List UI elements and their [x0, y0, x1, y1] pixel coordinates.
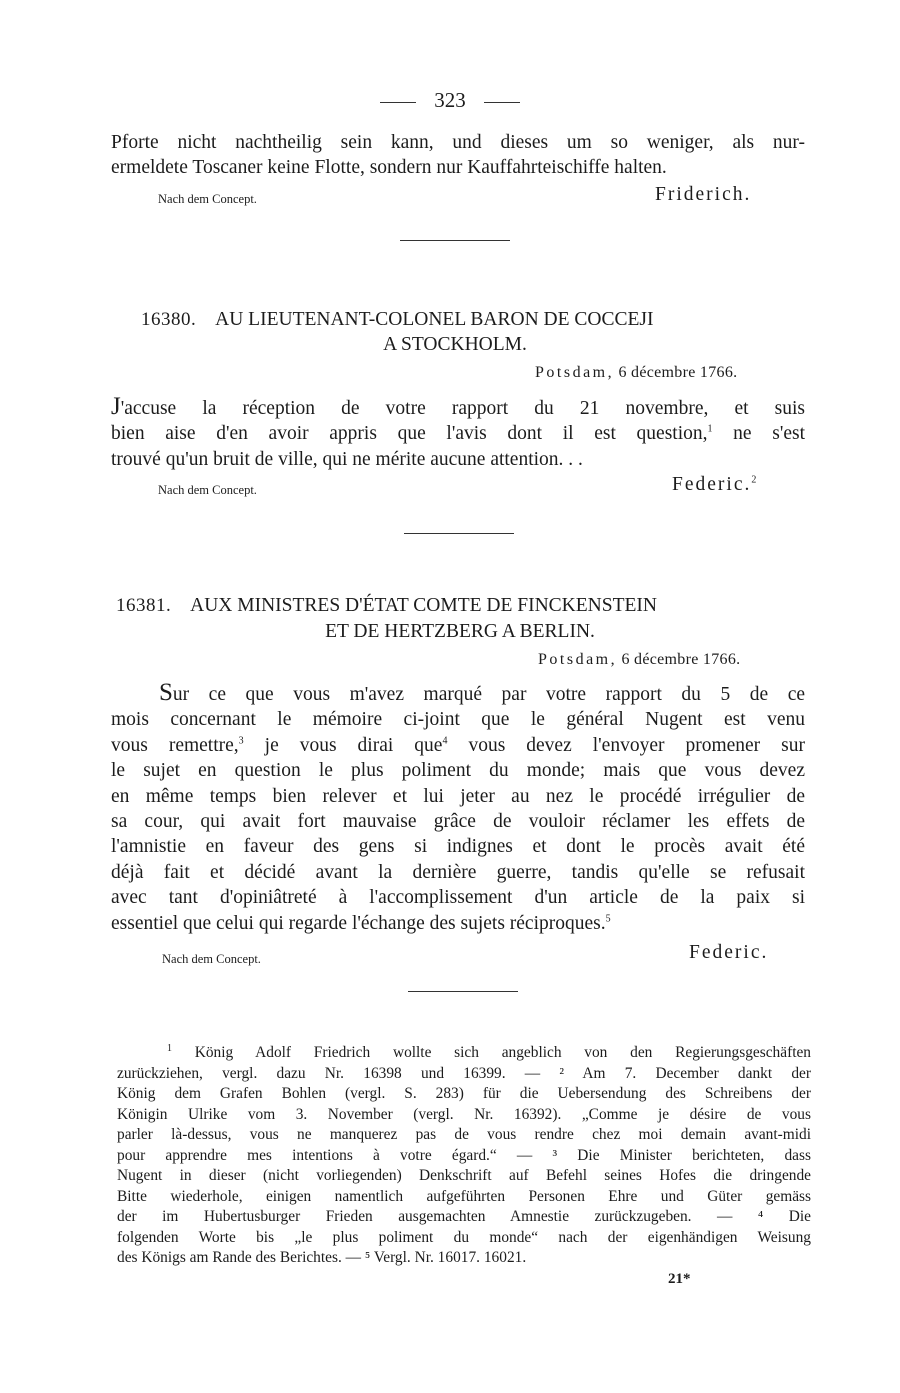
- letter-16381-source-note: Nach dem Concept.: [162, 952, 261, 966]
- initial-letter: S: [159, 679, 173, 706]
- separator-rule: [404, 533, 514, 534]
- letter-16380-signature: [672, 474, 758, 496]
- top-paragraph-line: Pforte nicht nachtheilig sein kann, und dieses um so weniger, als nur-: [111, 132, 805, 153]
- footnote-line: Bitte wiederhole, einigen namentlich aufgeführten Personen Ehre und Güter gemäss: [117, 1187, 811, 1205]
- body-line: mois concernant le mémoire ci-joint que le général Nugent est venu: [111, 709, 805, 731]
- top-paragraph: [111, 130, 805, 181]
- body-line: l'amnistie en faveur des gens si indignes et dont le procès avait été: [111, 836, 805, 858]
- letter-16381-dateline: [538, 651, 740, 669]
- footnote-ref: 1: [707, 423, 713, 435]
- footnote-ref: 3: [238, 735, 244, 747]
- body-line: avec tant d'opiniâtreté à l'accomplissement d'un article de la paix si: [111, 887, 805, 909]
- body-line: ne s'est: [712, 423, 805, 445]
- letter-16380-heading: [141, 307, 654, 332]
- signature-mark: 21*: [668, 1271, 691, 1287]
- place: Potsdam,: [535, 364, 615, 381]
- body-line: je vous dirai que: [243, 734, 443, 756]
- body-line: le sujet en question le plus poliment du monde; mais que vous devez: [111, 760, 805, 782]
- signature-text: Federic.: [672, 474, 752, 495]
- heading-line: AU LIEUTENANT-COLONEL BARON DE COCCEJI: [215, 309, 654, 330]
- body-line: vous remettre,: [111, 734, 239, 756]
- footnote-line: folgenden Worte bis „le plus poliment du monde“ nach der eigenhändigen Weisung: [117, 1228, 811, 1246]
- date: 6 décembre 1766.: [621, 651, 741, 668]
- footnote-line: Königin Ulrike vom 3. November (vergl. Nr. 16392). „Comme je désire de vous: [117, 1105, 811, 1123]
- footnote-line: König Adolf Friedrich wollte sich angeblich von den Regierungsgeschäften: [172, 1044, 811, 1061]
- footnote-line: Nugent in dieser (nicht vorliegenden) Denkschrift auf Befehl seines Hofes die dringende: [117, 1167, 811, 1184]
- footnote-mark: 1: [167, 1042, 172, 1054]
- footnote-line: parler là-dessus, vous ne manquerez pas de vous rendre chez moi demain avant-midi: [117, 1126, 811, 1143]
- body-line: déjà fait et décidé avant la dernière guerre, tandis qu'elle se refusait: [111, 861, 805, 883]
- footnote-line: pour apprendre mes intentions à votre égard.“ — ³ Die Minister berichteten, dass: [117, 1146, 811, 1164]
- letter-16381-heading: [116, 593, 657, 618]
- page-number-dash-left: [380, 102, 416, 103]
- initial-letter: J: [111, 393, 121, 420]
- top-paragraph-line: ermeldete Toscaner keine Flotte, sondern nur Kauffahrteischiffe halten.: [111, 157, 667, 179]
- letter-16380-heading-line2: A STOCKHOLM.: [383, 334, 527, 355]
- top-signature: Friderich.: [655, 184, 752, 205]
- footnote-line: König dem Grafen Bohlen (vergl. S. 283) für die Uebersendung des Schreibens der: [117, 1085, 811, 1102]
- footnote-ref: 2: [751, 474, 759, 486]
- page-number-text: 323: [434, 88, 466, 112]
- footnote-line: zurückziehen, vergl. dazu Nr. 16398 und 16399. — ² Am 7. December dankt der: [117, 1064, 811, 1082]
- footnotes: [117, 1043, 811, 1269]
- letter-16380-body: [111, 394, 805, 472]
- footnote-line: der im Hubertusburger Frieden ausgemachten Amnestie zurückzugeben. — ⁴ Die: [117, 1208, 811, 1225]
- heading-line: AUX MINISTRES D'ÉTAT COMTE DE FINCKENSTEIN: [190, 595, 658, 616]
- place: Potsdam,: [538, 651, 618, 668]
- letter-16380-dateline: [535, 364, 737, 382]
- letter-number: 16380.: [141, 309, 197, 330]
- footnote-line: des Königs am Rande des Berichtes. — ⁵ Vergl. Nr. 16017. 16021.: [117, 1249, 527, 1266]
- body-line: ur ce que vous m'avez marqué par votre rapport du 5 de ce: [172, 684, 805, 705]
- footnote-ref: 5: [605, 913, 611, 925]
- body-line: vous devez l'envoyer promener sur: [447, 734, 805, 756]
- letter-16381-heading-line2: ET DE HERTZBERG A BERLIN.: [325, 621, 595, 642]
- page-number-dash-right: [484, 102, 520, 103]
- body-line: bien aise d'en avoir appris que l'avis dont il est question,: [111, 423, 708, 445]
- letter-16380-source-note: Nach dem Concept.: [158, 483, 257, 497]
- body-line: sa cour, qui avait fort mauvaise grâce de vouloir réclamer les effets de: [111, 811, 805, 833]
- date: 6 décembre 1766.: [618, 364, 738, 381]
- separator-rule: [408, 991, 518, 992]
- body-line: trouvé qu'un bruit de ville, qui ne mérite aucune attention. . .: [111, 448, 583, 470]
- footnote-ref: 4: [442, 735, 448, 747]
- body-line: en même temps bien relever et lui jeter au nez le procédé irrégulier de: [111, 785, 805, 807]
- top-source-note: Nach dem Concept.: [158, 192, 257, 206]
- body-line: 'accuse la réception de votre rapport du 21 novembre, et suis: [120, 398, 805, 419]
- letter-16381-body: [111, 680, 805, 936]
- page-number: [0, 88, 900, 113]
- separator-rule: [400, 240, 510, 241]
- letter-number: 16381.: [116, 595, 172, 616]
- body-line: essentiel que celui qui regarde l'échange des sujets réciproques.: [111, 912, 606, 934]
- letter-16381-signature: Federic.: [689, 942, 769, 963]
